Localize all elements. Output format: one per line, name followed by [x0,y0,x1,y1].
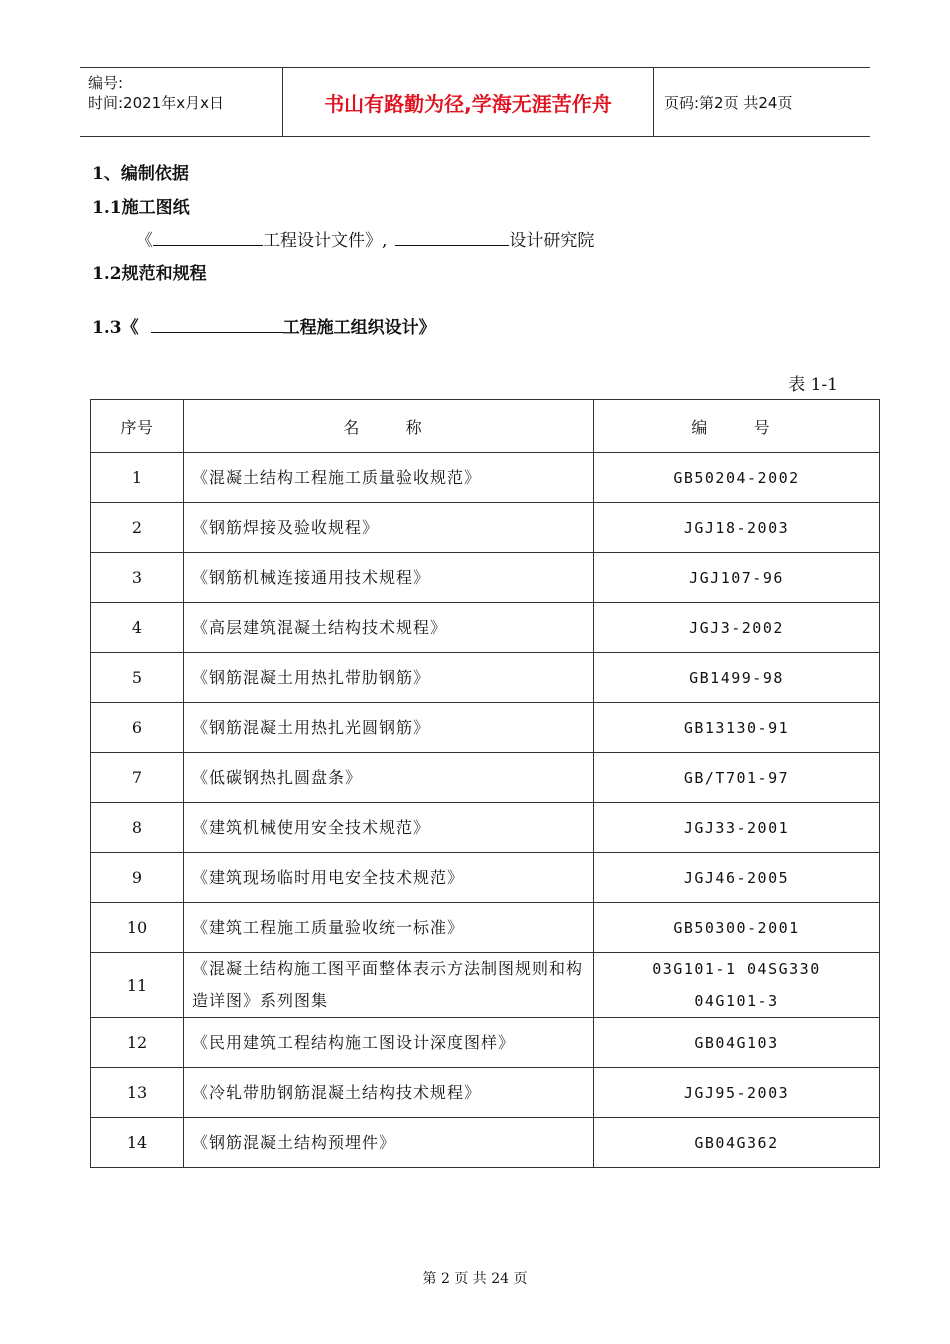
page-header [80,67,870,137]
row-no: 10 [91,903,184,953]
table-row [91,703,880,753]
row-code: JGJ107-96 [594,553,880,603]
drawings-line [136,226,594,251]
section-1-2-heading: 1.2规范和规程 [92,264,207,284]
section-1-3-suffix: 工程施工组织设计》 [282,318,436,338]
header-page-info: 页码:第2页 共24页 [664,93,793,112]
table-row [91,803,880,853]
row-code: GB1499-98 [594,653,880,703]
row-code: GB04G362 [594,1118,880,1168]
section-1-3-heading [92,313,436,338]
row-code: 03G101-1 04SG330 04G101-3 [594,953,880,1018]
header-meta [80,68,283,136]
blank-design-name [151,315,283,333]
row-no: 1 [91,453,184,503]
row-name: 《钢筋混凝土结构预埋件》 [184,1118,594,1168]
table-header-row [91,400,880,453]
row-code: JGJ3-2002 [594,603,880,653]
row-no: 8 [91,803,184,853]
row-name: 《建筑机械使用安全技术规范》 [184,803,594,853]
row-code: JGJ46-2005 [594,853,880,903]
table-row [91,903,880,953]
row-name: 《钢筋焊接及验收规程》 [184,503,594,553]
row-code: JGJ18-2003 [594,503,880,553]
section-1-1-heading: 1.1施工图纸 [92,198,190,218]
row-no: 14 [91,1118,184,1168]
row-no: 12 [91,1018,184,1068]
col-header-name: 名 称 [184,400,594,453]
row-code: GB04G103 [594,1018,880,1068]
row-name: 《民用建筑工程结构施工图设计深度图样》 [184,1018,594,1068]
row-name: 《建筑现场临时用电安全技术规范》 [184,853,594,903]
table-row [91,553,880,603]
table-row [91,603,880,653]
blank-institute-name [395,228,509,246]
row-name: 《建筑工程施工质量验收统一标准》 [184,903,594,953]
row-name: 《混凝土结构工程施工质量验收规范》 [184,453,594,503]
table-label: 表 1-1 [788,375,838,395]
drawings-institute-text: 设计研究院 [509,231,595,251]
row-no: 6 [91,703,184,753]
section-1-3-prefix: 1.3《 [92,318,139,338]
date-label: 时间:2021年x月x日 [88,94,224,112]
row-code: GB50204-2002 [594,453,880,503]
section-1-heading: 1、编制依据 [92,164,189,184]
header-motto: 书山有路勤为径,学海无涯苦作舟 [283,68,654,136]
table-row [91,753,880,803]
col-header-no: 序号 [91,400,184,453]
drawings-doc-text: 工程设计文件》, [263,231,388,251]
col-header-code: 编 号 [594,400,880,453]
table-row [91,853,880,903]
table-row [91,1118,880,1168]
row-code: JGJ95-2003 [594,1068,880,1118]
table-row [91,503,880,553]
table-row [91,653,880,703]
table-row [91,1068,880,1118]
table-row [91,1018,880,1068]
row-no: 7 [91,753,184,803]
row-no: 9 [91,853,184,903]
row-name: 《钢筋机械连接通用技术规程》 [184,553,594,603]
row-name: 《钢筋混凝土用热扎光圆钢筋》 [184,703,594,753]
row-code: GB13130-91 [594,703,880,753]
row-no: 3 [91,553,184,603]
row-code: JGJ33-2001 [594,803,880,853]
row-code: GB/T701-97 [594,753,880,803]
row-no: 2 [91,503,184,553]
row-name: 《高层建筑混凝土结构技术规程》 [184,603,594,653]
page-footer: 第 2 页 共 24 页 [422,1271,528,1287]
table-row [91,953,880,1018]
row-no: 11 [91,953,184,1018]
row-code: GB50300-2001 [594,903,880,953]
row-name: 《低碳钢热扎圆盘条》 [184,753,594,803]
drawings-open-quote: 《 [136,231,153,251]
standards-table [90,399,880,1168]
blank-project-name [153,228,263,246]
row-name: 《混凝土结构施工图平面整体表示方法制图规则和构造详图》系列图集 [184,953,594,1018]
serial-label: 编号: [88,74,124,92]
row-no: 4 [91,603,184,653]
row-name: 《钢筋混凝土用热扎带肋钢筋》 [184,653,594,703]
row-no: 13 [91,1068,184,1118]
row-no: 5 [91,653,184,703]
row-name: 《冷轧带肋钢筋混凝土结构技术规程》 [184,1068,594,1118]
table-row [91,453,880,503]
